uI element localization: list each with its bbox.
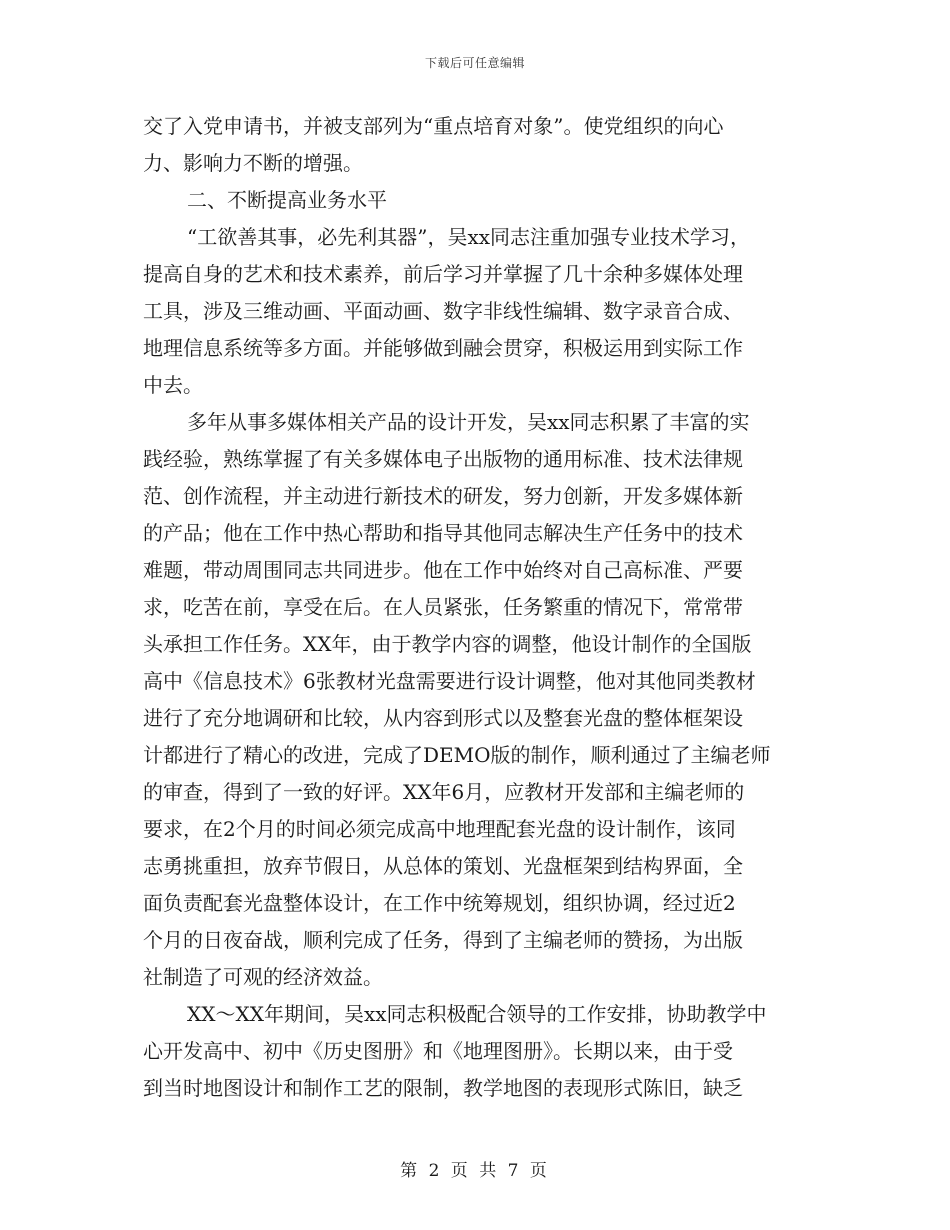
paragraph-line: 践经验，熟练掌握了有关多媒体电子出版物的通用标准、技术法律规	[143, 447, 743, 471]
header-note: 下载后可任意编辑	[424, 56, 525, 70]
paragraph-line: 地理信息系统等多方面。并能够做到融会贯穿，积极运用到实际工作	[143, 336, 743, 360]
paragraph-line: 社制造了可观的经济效益。	[143, 965, 383, 989]
page-number: 第 2 页 共 7 页	[400, 1161, 550, 1181]
paragraph-line: 的产品；他在工作中热心帮助和指导其他同志解决生产任务中的技术	[143, 521, 743, 545]
paragraph-line: 交了入党申请书，并被支部列为“重点培育对象”。使党组织的向心	[143, 114, 724, 138]
paragraph-line: 计都进行了精心的改进，完成了DEMO版的制作，顺利通过了主编老师	[143, 743, 771, 767]
paragraph-line: 多年从事多媒体相关产品的设计开发，吴xx同志积累了丰富的实	[187, 410, 750, 434]
paragraph-line: 力、影响力不断的增强。	[143, 151, 363, 175]
paragraph-line: 心开发高中、初中《历史图册》和《地理图册》。长期以来，由于受	[143, 1039, 733, 1063]
paragraph-line: 要求，在2个月的时间必须完成高中地理配套光盘的设计制作，该同	[143, 817, 736, 841]
paragraph-line: 个月的日夜奋战，顺利完成了任务，得到了主编老师的赞扬，为出版	[143, 928, 743, 952]
paragraph-line: 面负责配套光盘整体设计，在工作中统筹规划，组织协调，经过近2	[143, 891, 736, 915]
paragraph-line: 头承担工作任务。XX年，由于教学内容的调整，他设计制作的全国版	[143, 632, 752, 656]
paragraph-line: “工欲善其事，必先利其器”，吴xx同志注重加强专业技术学习，	[187, 225, 751, 249]
paragraph-line: 高中《信息技术》6张教材光盘需要进行设计调整，他对其他同类教材	[143, 669, 756, 693]
paragraph-line: 志勇挑重担，放弃节假日，从总体的策划、光盘框架到结构界面，全	[143, 854, 743, 878]
paragraph-line: 进行了充分地调研和比较，从内容到形式以及整套光盘的整体框架设	[143, 706, 743, 730]
paragraph-line: 到当时地图设计和制作工艺的限制，教学地图的表现形式陈旧，缺乏	[143, 1076, 743, 1100]
paragraph-line: 工具，涉及三维动画、平面动画、数字非线性编辑、数字录音合成、	[143, 299, 743, 323]
paragraph-line: XX～XX年期间，吴xx同志积极配合领导的工作安排，协助教学中	[187, 1002, 767, 1026]
section-heading: 二、不断提高业务水平	[187, 188, 387, 212]
paragraph-line: 求，吃苦在前，享受在后。在人员紧张，任务繁重的情况下，常常带	[143, 595, 743, 619]
paragraph-line: 中去。	[143, 373, 203, 397]
paragraph-line: 提高自身的艺术和技术素养，前后学习并掌握了几十余种多媒体处理	[143, 262, 743, 286]
paragraph-line: 的审查，得到了一致的好评。XX年6月，应教材开发部和主编老师的	[143, 780, 745, 804]
document-body	[143, 108, 813, 1107]
paragraph-line: 难题，带动周围同志共同进步。他在工作中始终对自己高标准、严要	[143, 558, 743, 582]
paragraph-line: 范、创作流程，并主动进行新技术的研发，努力创新，开发多媒体新	[143, 484, 743, 508]
